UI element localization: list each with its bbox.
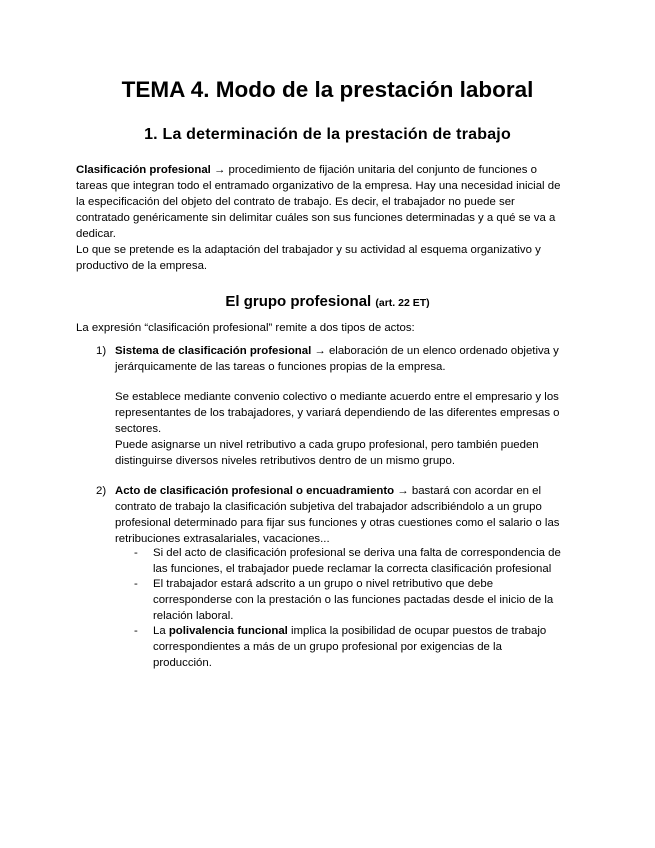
item-line: Puede asignarse un nivel retributivo a cada grupo profesional, pero también pueden — [115, 439, 539, 451]
sub-text: La — [153, 625, 169, 637]
dash-bullet: - — [134, 547, 138, 559]
term-clasificacion-profesional: Clasificación profesional — [76, 164, 211, 176]
item-line: representantes de los trabajadores, y variará dependiendo de las diferentes empresas o — [115, 407, 560, 419]
item-line — [115, 483, 585, 499]
sub-text: implica la posibilidad de ocupar puestos de trabajo — [287, 625, 547, 637]
term-sistema-clasificacion: Sistema de clasificación profesional — [115, 345, 312, 357]
item-line: jerárquicamente de las tareas o funciones propias de la empresa. — [115, 361, 446, 373]
paragraph-clasificacion — [76, 162, 581, 274]
list-item-1 — [115, 343, 585, 375]
arrow-glyph: → — [394, 485, 409, 497]
list-item-2 — [115, 483, 585, 547]
sub-line: El trabajador estará adscrito a un grupo o nivel retributivo que debe — [153, 578, 494, 590]
item-text: elaboración de un elenco ordenado objetiva y — [325, 345, 559, 357]
list-number-2: 2) — [96, 485, 107, 497]
item-line: Se establece mediante convenio colectivo o mediante acuerdo entre el empresario y los — [115, 391, 559, 403]
sub-line: corresponderse con la prestación o las funciones pactadas desde el inicio de la — [153, 594, 554, 606]
sub-line: producción. — [153, 657, 212, 669]
sub-item-3 — [153, 623, 583, 671]
heading-main: El grupo profesional — [225, 293, 376, 310]
dash-bullet: - — [134, 578, 138, 590]
sub-line: Si del acto de clasificación profesional se deriva una falta de correspondencia de — [153, 547, 561, 559]
section-subtitle: 1. La determinación de la prestación de trabajo — [144, 126, 511, 143]
dash-bullet: - — [134, 625, 138, 637]
arrow-glyph: → — [214, 164, 226, 176]
item-line: retribuciones extrasalariales, vacaciones... — [115, 533, 330, 545]
arrow-glyph: → — [311, 345, 326, 357]
list-item-1-details — [115, 389, 585, 469]
paragraph-line: Lo que se pretende es la adaptación del trabajador y su actividad al esquema organizativo y — [76, 244, 541, 256]
item-text: bastará con acordar en el — [408, 485, 542, 497]
heading-article-ref: (art. 22 ET) — [375, 297, 430, 309]
item-line: distinguirse diversos niveles retributivos dentro de un mismo grupo. — [115, 455, 455, 467]
item-line — [115, 343, 585, 359]
paragraph-line: productivo de la empresa. — [76, 260, 208, 272]
intro-text: La expresión “clasificación profesional” remite a dos tipos de actos: — [76, 322, 415, 334]
item-line: contrato de trabajo la clasificación subjetiva del trabajador adscribiéndolo a un grupo — [115, 501, 542, 513]
sub-line: relación laboral. — [153, 610, 234, 622]
term-polivalencia-funcional: polivalencia funcional — [168, 625, 288, 637]
sub-item-2 — [153, 576, 583, 624]
paragraph-line: la especificación del objeto del contrato de trabajo. Es decir, el trabajador no puede ser — [76, 196, 515, 208]
section-heading-grupo-profesional — [0, 292, 655, 313]
page-title: TEMA 4. Modo de la prestación laboral — [121, 77, 534, 102]
paragraph-text: procedimiento de fijación unitaria del conjunto de funciones o — [225, 164, 537, 176]
paragraph-line: dedicar. — [76, 228, 116, 240]
paragraph-line: contratado genéricamente sin delimitar cuáles son sus funciones determinadas y a qué se va a — [76, 212, 556, 224]
sub-line: las funciones, el trabajador puede reclamar la correcta clasificación profesional — [153, 563, 552, 575]
item-line: sectores. — [115, 423, 162, 435]
sub-line: correspondientes a más de un grupo profesional por exigencias de la — [153, 641, 502, 653]
list-number-1: 1) — [96, 345, 107, 357]
paragraph-line: tareas que integran todo el entramado organizativo de la empresa. Hay una necesidad inicial de — [76, 180, 561, 192]
sub-line — [153, 623, 583, 639]
term-acto-clasificacion: Acto de clasificación profesional o encuadramiento — [115, 485, 395, 497]
item-line: profesional determinado para fijar sus funciones y otras cuestiones como el salario o las — [115, 517, 560, 529]
paragraph-line — [76, 162, 581, 178]
sub-item-1 — [153, 545, 583, 577]
